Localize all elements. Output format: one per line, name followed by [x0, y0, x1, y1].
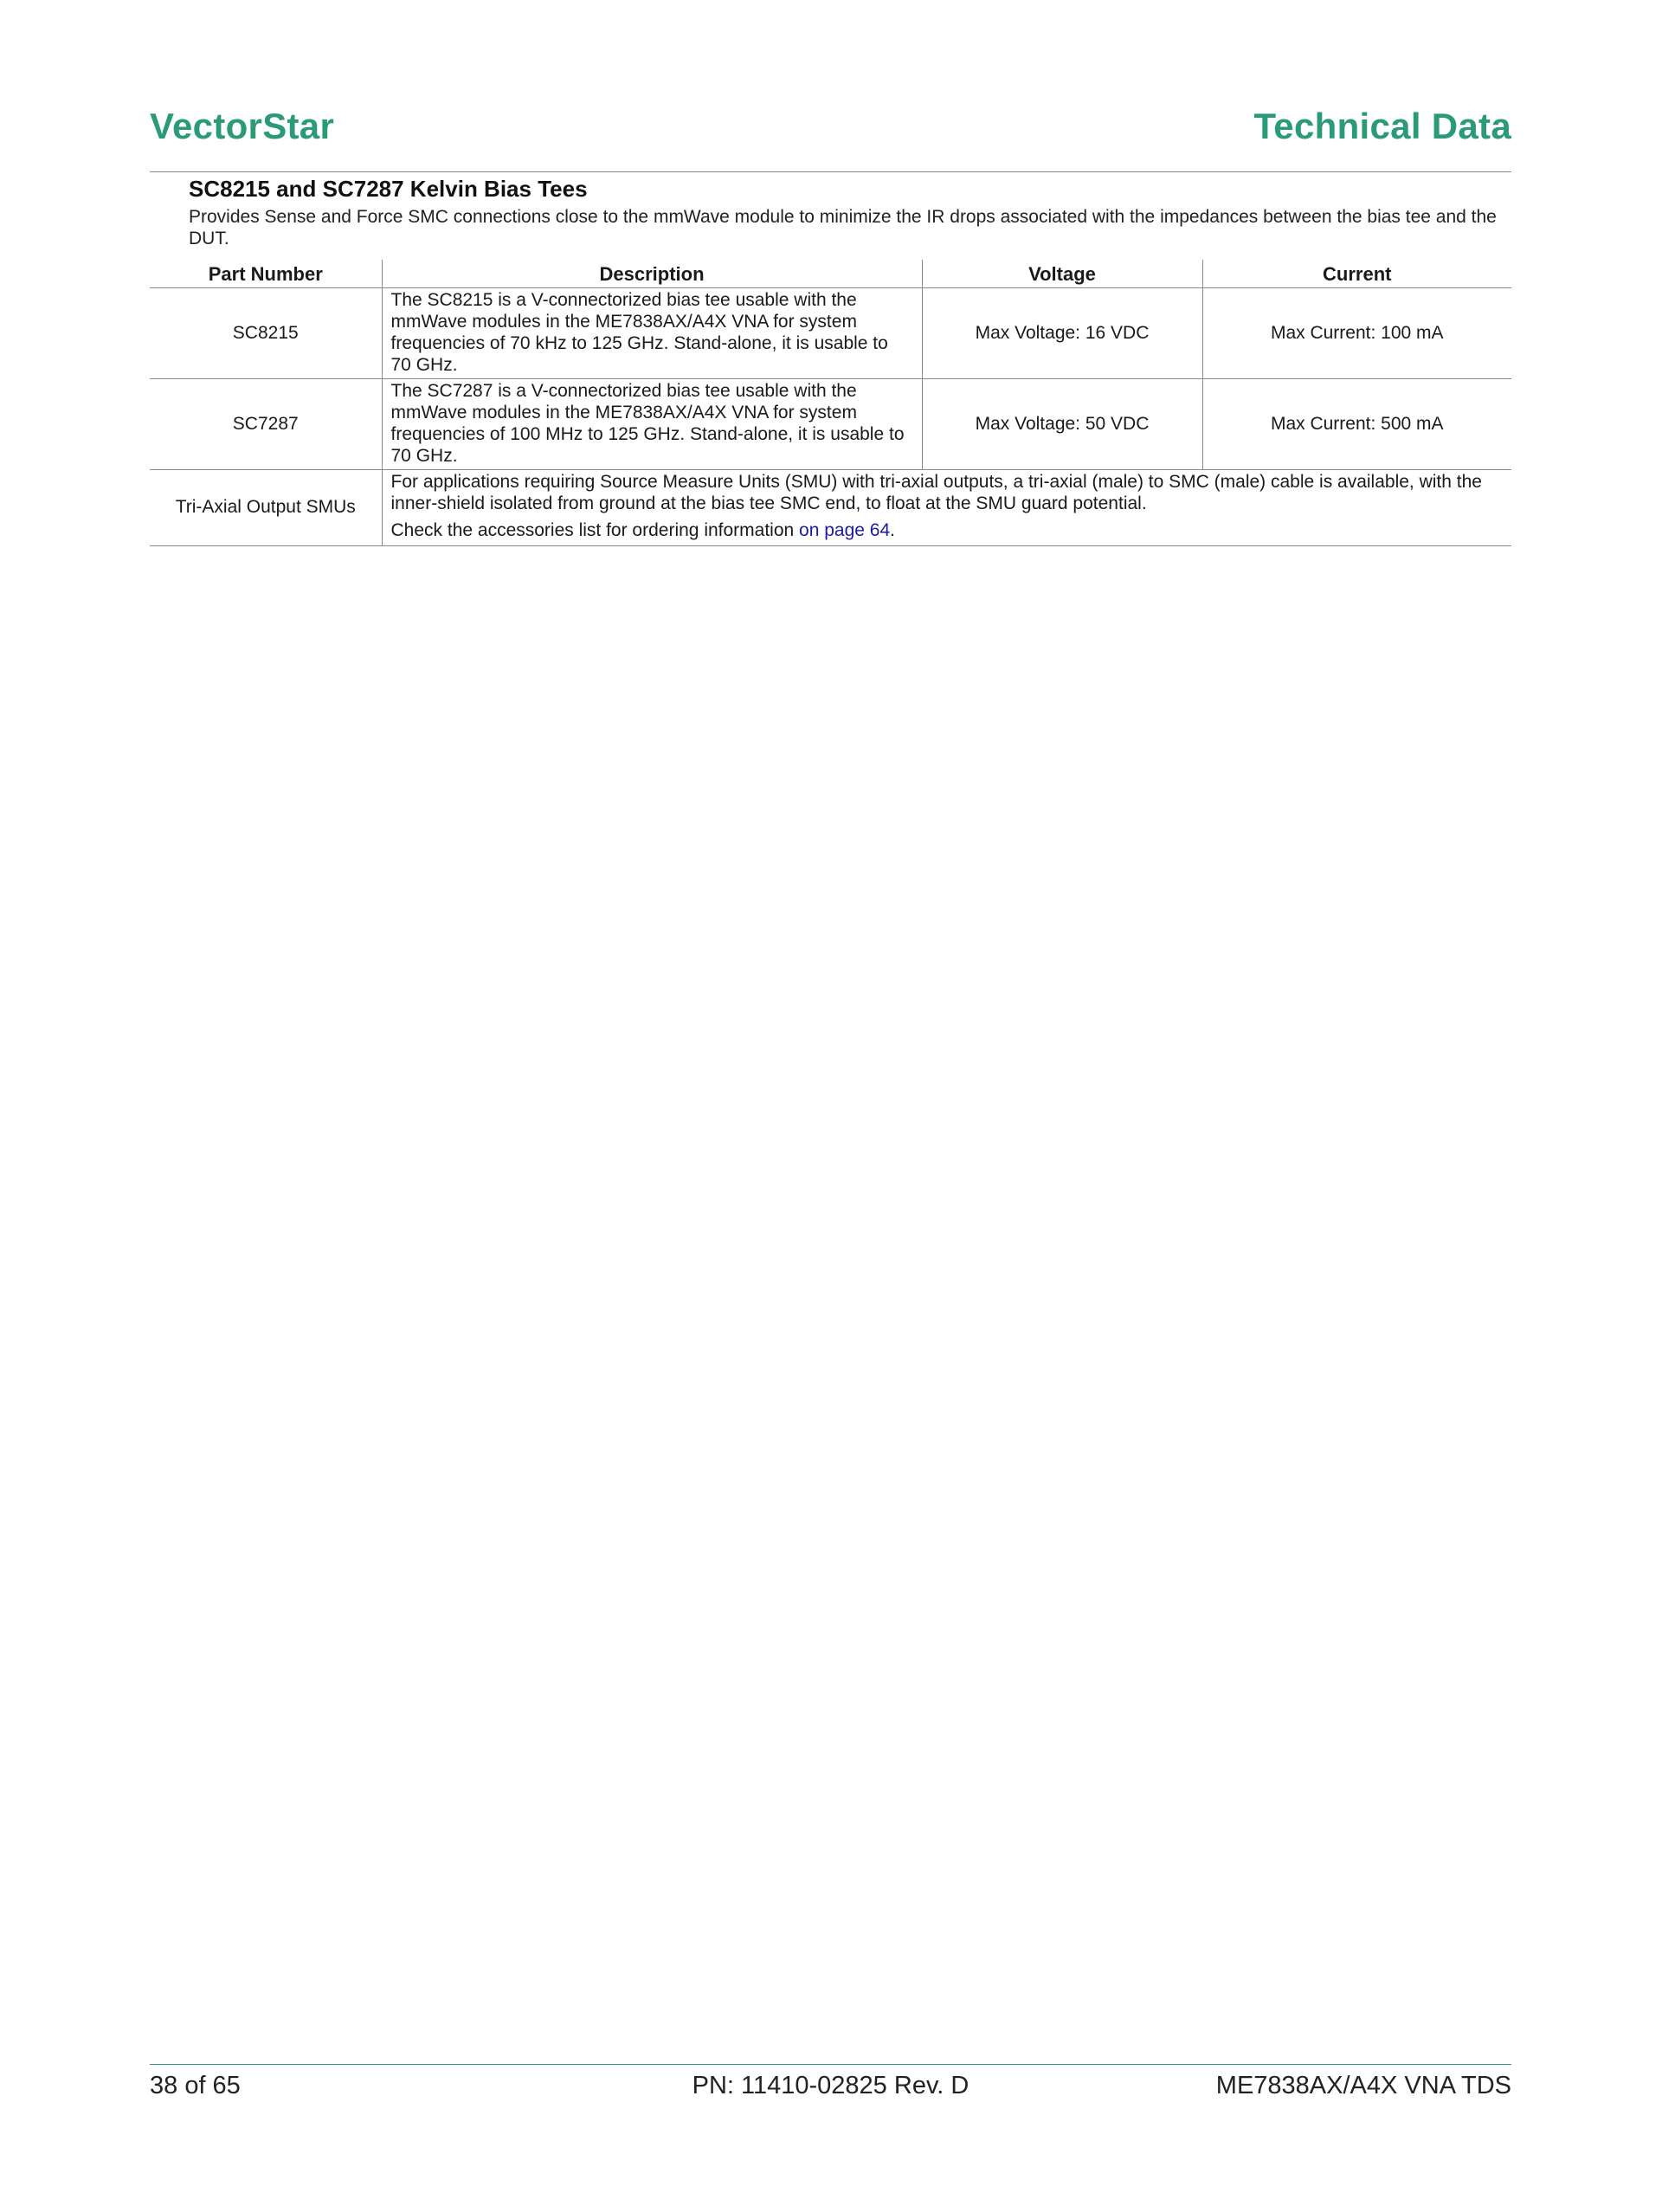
table-header-row	[150, 260, 1511, 288]
table-row	[150, 379, 1511, 470]
voltage-cell: Max Voltage: 16 VDC	[922, 288, 1202, 379]
voltage-cell: Max Voltage: 50 VDC	[922, 379, 1202, 470]
section-intro: Provides Sense and Force SMC connections close to the mmWave module to minimize the IR drops associated with the impedances between the bias tee and the DUT.	[189, 207, 1497, 248]
part-number-revision: PN: 11410-02825 Rev. D	[692, 2072, 970, 2099]
bias-tees-section	[189, 175, 1511, 249]
description-cell: The SC8215 is a V-connectorized bias tee usable with the mmWave modules in the ME7838AX/A4X VNA for system frequencies of 70 kHz to 125 GHz. Stand-alone, it is usable to 70 GHz.	[382, 288, 922, 379]
triaxial-description-cell	[382, 470, 1511, 546]
part-number-cell: Tri-Axial Output SMUs	[150, 470, 382, 546]
page-header	[150, 102, 1511, 172]
column-header-voltage: Voltage	[922, 260, 1202, 288]
accessories-note	[391, 519, 1504, 541]
current-cell: Max Current: 100 mA	[1202, 288, 1511, 379]
document-name: ME7838AX/A4X VNA TDS	[1215, 2072, 1511, 2099]
doc-section-title: Technical Data	[1253, 106, 1511, 146]
part-number-cell: SC8215	[150, 288, 382, 379]
section-heading: SC8215 and SC7287 Kelvin Bias Tees	[189, 176, 588, 202]
brand-title: VectorStar	[150, 106, 335, 146]
triaxial-description: For applications requiring Source Measure Units (SMU) with tri-axial outputs, a tri-axial (male) to SMC (male) cable is available, with the inner-shield isolated from ground at the bias tee SMC end, to float at the SMU guard potential.	[390, 472, 1482, 513]
accessories-note-text: Check the accessories list for ordering information	[390, 520, 800, 540]
bias-tee-spec-table	[150, 260, 1511, 546]
table-row-triaxial	[150, 470, 1511, 546]
column-header-current: Current	[1202, 260, 1511, 288]
description-cell: The SC7287 is a V-connectorized bias tee usable with the mmWave modules in the ME7838AX/A4X VNA for system frequencies of 100 MHz to 125 GHz. Stand-alone, it is usable to 70 GHz.	[382, 379, 922, 470]
accessories-note-suffix: .	[890, 520, 895, 540]
table-row	[150, 288, 1511, 379]
column-header-description: Description	[382, 260, 922, 288]
page-64-link[interactable]: on page 64	[799, 520, 891, 540]
current-cell: Max Current: 500 mA	[1202, 379, 1511, 470]
part-number-cell: SC7287	[150, 379, 382, 470]
column-header-part-number: Part Number	[150, 260, 382, 288]
page-footer	[150, 2064, 1511, 2108]
page-number: 38 of 65	[150, 2072, 241, 2099]
